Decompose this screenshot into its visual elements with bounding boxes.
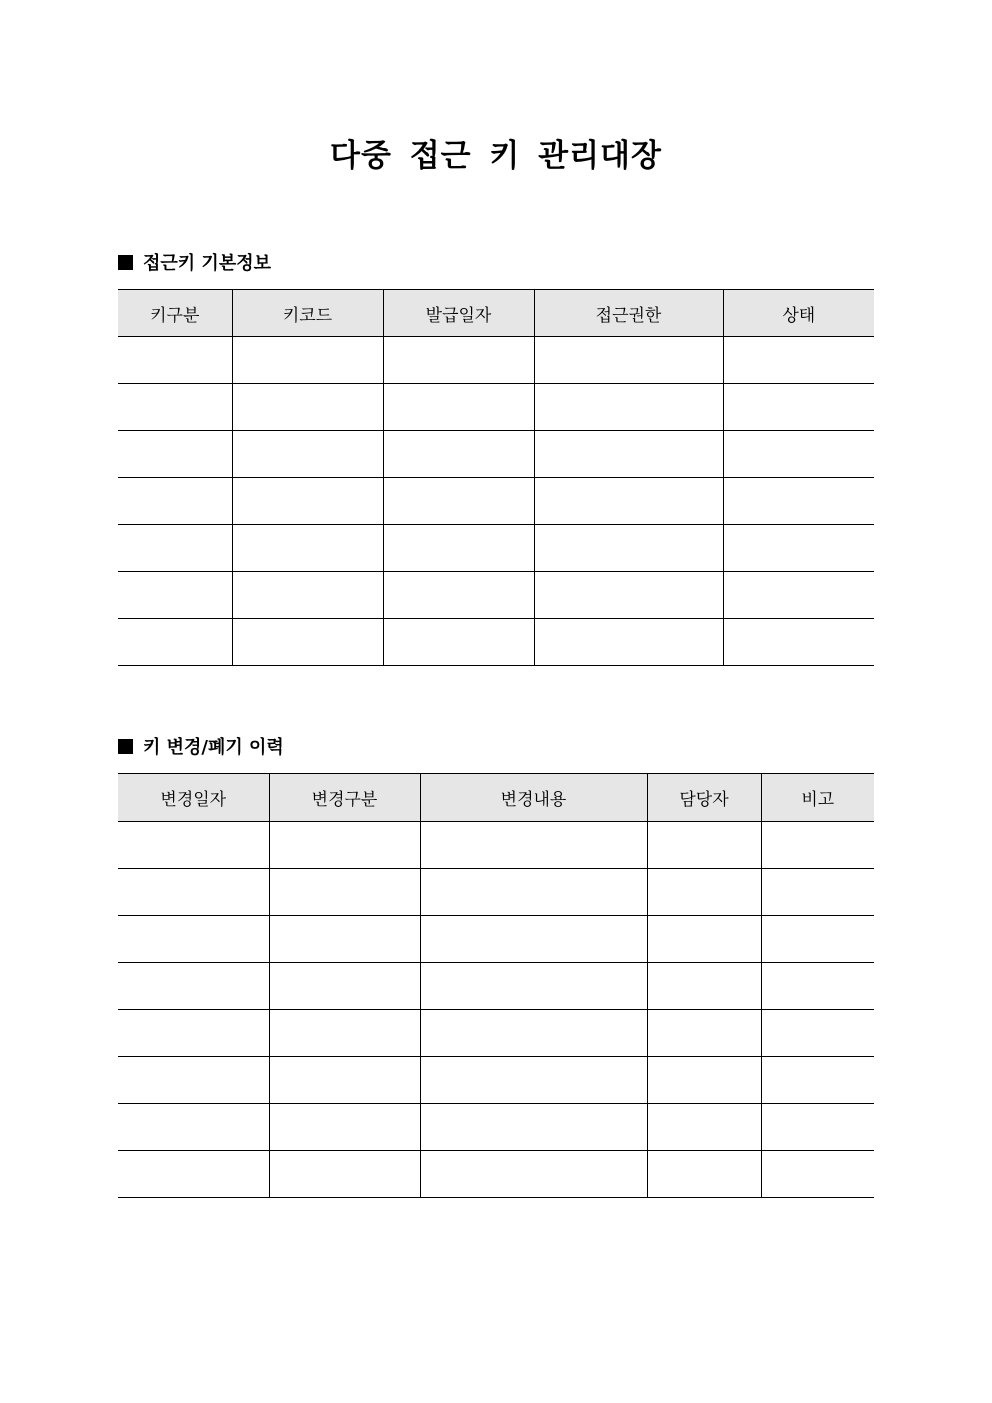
square-bullet-icon: [118, 739, 133, 754]
table-header-row: [118, 774, 874, 822]
table-cell[interactable]: [232, 337, 383, 384]
table-cell[interactable]: [118, 916, 269, 963]
table-cell[interactable]: [269, 916, 420, 963]
table-cell[interactable]: [118, 1010, 269, 1057]
table-cell[interactable]: [232, 478, 383, 525]
table-cell[interactable]: [118, 572, 232, 619]
table-cell[interactable]: [269, 1057, 420, 1104]
table-cell[interactable]: [118, 431, 232, 478]
table-cell[interactable]: [118, 337, 232, 384]
column-header: 담당자: [647, 774, 761, 822]
table-cell[interactable]: [647, 1057, 761, 1104]
table-cell[interactable]: [647, 1010, 761, 1057]
table-cell[interactable]: [534, 619, 723, 666]
table-cell[interactable]: [383, 384, 534, 431]
table-cell[interactable]: [383, 431, 534, 478]
table-cell[interactable]: [534, 431, 723, 478]
table-header-row: [118, 290, 874, 337]
table-cell[interactable]: [118, 822, 269, 869]
square-bullet-icon: [118, 255, 133, 270]
table-cell[interactable]: [534, 572, 723, 619]
section-heading-label: 키 변경/폐기 이력: [143, 737, 284, 758]
table-cell[interactable]: [761, 916, 874, 963]
section-heading-history: [118, 735, 284, 761]
table-cell[interactable]: [118, 619, 232, 666]
table-cell[interactable]: [232, 525, 383, 572]
table-cell[interactable]: [269, 963, 420, 1010]
table-cell[interactable]: [534, 337, 723, 384]
table-cell[interactable]: [232, 384, 383, 431]
table-cell[interactable]: [723, 619, 874, 666]
table-cell[interactable]: [118, 478, 232, 525]
table-cell[interactable]: [118, 384, 232, 431]
column-header: 키구분: [118, 290, 232, 337]
table-cell[interactable]: [761, 1104, 874, 1151]
section-heading-label: 접근키 기본정보: [143, 253, 271, 274]
table-row: [118, 822, 874, 869]
table-row: [118, 963, 874, 1010]
table-cell[interactable]: [420, 963, 647, 1010]
column-header: 발급일자: [383, 290, 534, 337]
table-cell[interactable]: [118, 963, 269, 1010]
table-cell[interactable]: [118, 1151, 269, 1198]
column-header: 상태: [723, 290, 874, 337]
table-row: [118, 478, 874, 525]
table-cell[interactable]: [723, 384, 874, 431]
table-cell[interactable]: [420, 869, 647, 916]
table-cell[interactable]: [420, 822, 647, 869]
table-cell[interactable]: [647, 1151, 761, 1198]
key-info-table: [118, 289, 874, 666]
table-cell[interactable]: [534, 525, 723, 572]
table-cell[interactable]: [761, 869, 874, 916]
table-cell[interactable]: [761, 1151, 874, 1198]
page-title: 다중 접근 키 관리대장: [330, 138, 662, 174]
table-cell[interactable]: [723, 337, 874, 384]
table-row: [118, 1057, 874, 1104]
column-header: 변경구분: [269, 774, 420, 822]
table-cell[interactable]: [420, 916, 647, 963]
table-cell[interactable]: [723, 478, 874, 525]
column-header: 키코드: [232, 290, 383, 337]
column-header: 접근권한: [534, 290, 723, 337]
table-cell[interactable]: [269, 1010, 420, 1057]
table-row: [118, 337, 874, 384]
table-cell[interactable]: [647, 822, 761, 869]
section-heading-key-info: [118, 251, 271, 277]
table-cell[interactable]: [420, 1151, 647, 1198]
table-cell[interactable]: [383, 478, 534, 525]
table-cell[interactable]: [723, 431, 874, 478]
column-header: 변경내용: [420, 774, 647, 822]
table-cell[interactable]: [269, 822, 420, 869]
column-header: 비고: [761, 774, 874, 822]
table-cell[interactable]: [761, 822, 874, 869]
table-cell[interactable]: [723, 572, 874, 619]
table-row: [118, 1010, 874, 1057]
table-row: [118, 525, 874, 572]
table-cell[interactable]: [383, 525, 534, 572]
table-cell[interactable]: [420, 1057, 647, 1104]
table-cell[interactable]: [420, 1010, 647, 1057]
table-cell[interactable]: [761, 963, 874, 1010]
table-cell[interactable]: [232, 619, 383, 666]
table-cell[interactable]: [118, 525, 232, 572]
table-cell[interactable]: [647, 916, 761, 963]
table-cell[interactable]: [534, 478, 723, 525]
table-cell[interactable]: [647, 963, 761, 1010]
table-cell[interactable]: [383, 337, 534, 384]
history-table: [118, 773, 874, 1198]
table-row: [118, 1104, 874, 1151]
column-header: 변경일자: [118, 774, 269, 822]
table-cell[interactable]: [232, 431, 383, 478]
table-cell[interactable]: [383, 619, 534, 666]
table-row: [118, 431, 874, 478]
table-cell[interactable]: [647, 869, 761, 916]
table-cell[interactable]: [647, 1104, 761, 1151]
table-row: [118, 619, 874, 666]
table-cell[interactable]: [420, 1104, 647, 1151]
table-row: [118, 384, 874, 431]
table-cell[interactable]: [269, 869, 420, 916]
table-row: [118, 1151, 874, 1198]
table-cell[interactable]: [118, 1057, 269, 1104]
table-row: [118, 869, 874, 916]
table-cell[interactable]: [118, 1104, 269, 1151]
table-row: [118, 572, 874, 619]
table-cell[interactable]: [232, 572, 383, 619]
table-cell[interactable]: [118, 869, 269, 916]
table-cell[interactable]: [723, 525, 874, 572]
table-cell[interactable]: [269, 1104, 420, 1151]
table-cell[interactable]: [761, 1010, 874, 1057]
table-cell[interactable]: [269, 1151, 420, 1198]
table-cell[interactable]: [761, 1057, 874, 1104]
table-row: [118, 916, 874, 963]
table-cell[interactable]: [534, 384, 723, 431]
table-cell[interactable]: [383, 572, 534, 619]
